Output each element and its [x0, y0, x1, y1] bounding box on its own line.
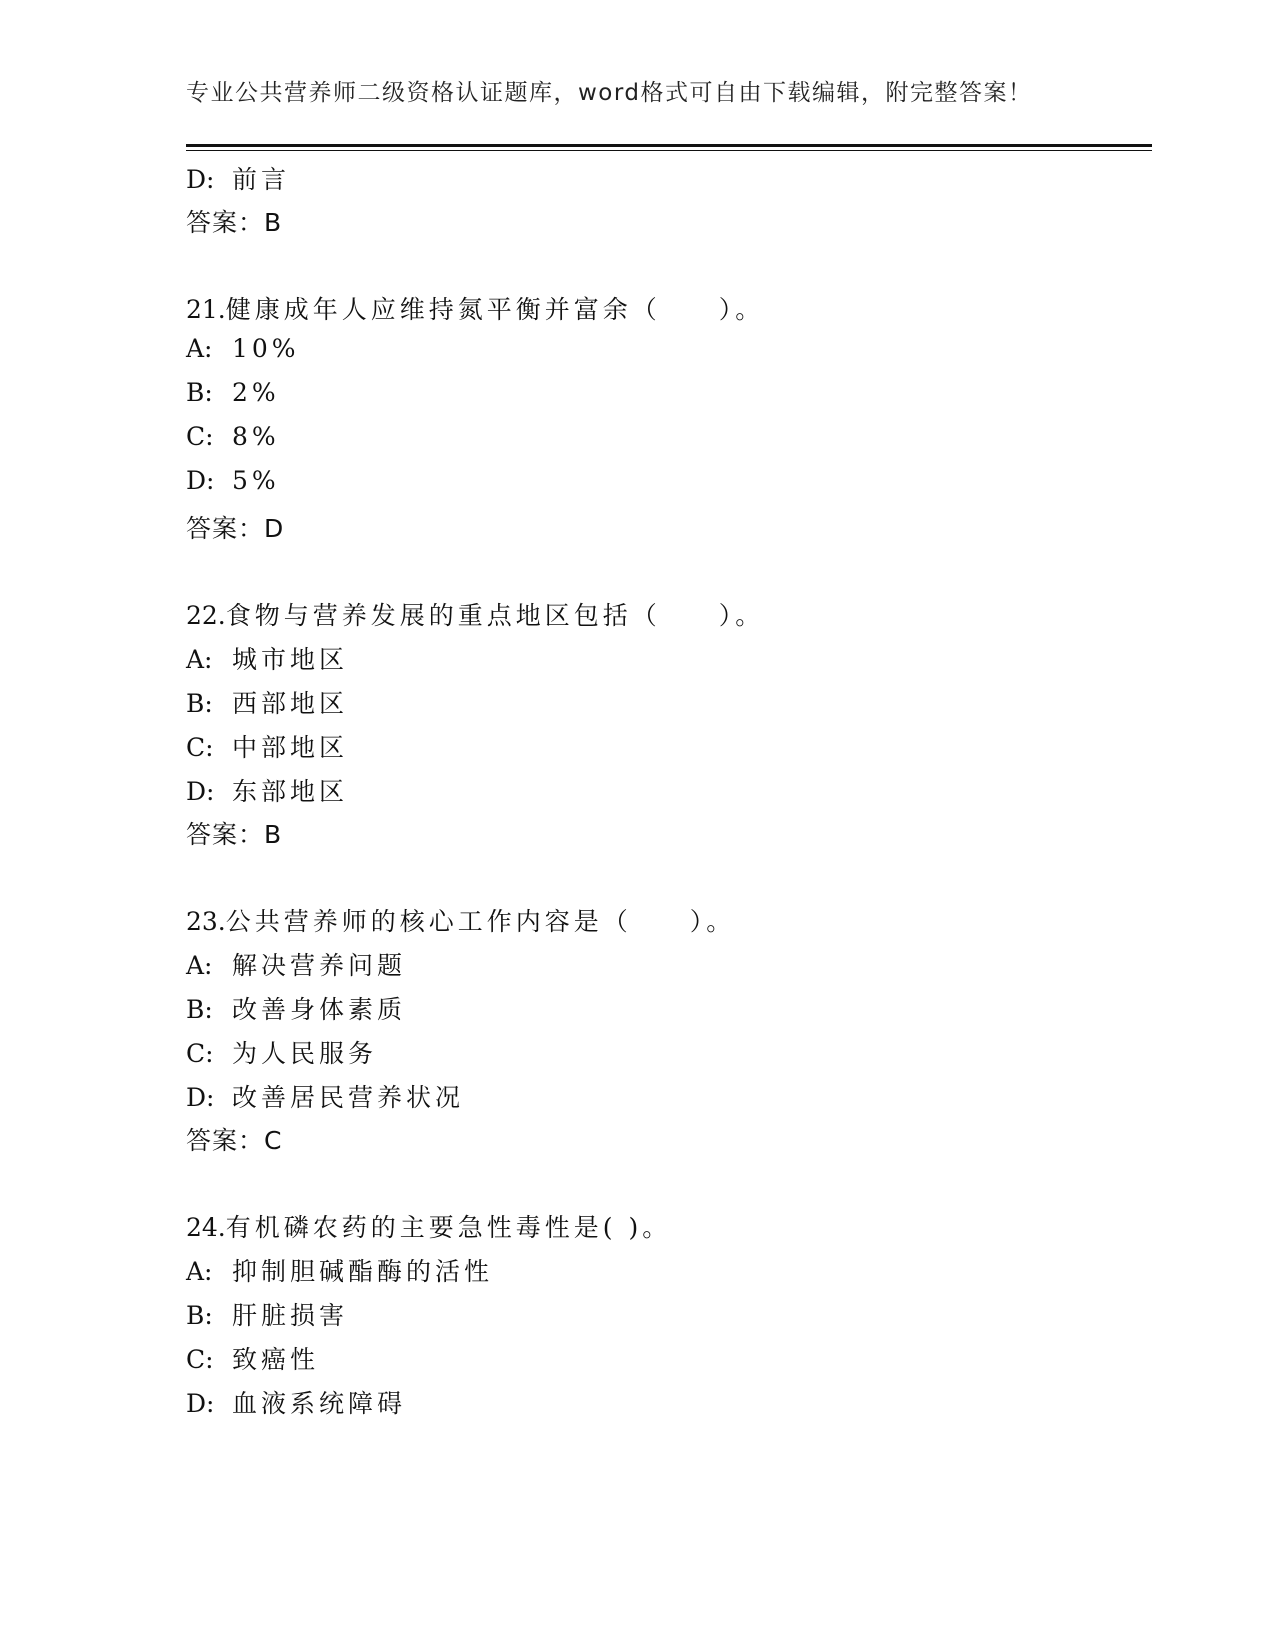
option-label: C:	[186, 1345, 214, 1374]
option-label: D:	[186, 1389, 215, 1418]
option-text: 血液系统障碍	[232, 1389, 407, 1418]
option-text: 8%	[232, 422, 280, 451]
question-23	[186, 902, 735, 938]
q21-answer: 答案：D	[186, 514, 285, 543]
option-text: 前言	[232, 165, 291, 194]
question-24	[186, 1208, 671, 1244]
q24-option-b	[186, 1296, 348, 1332]
q23-option-c	[186, 1034, 377, 1070]
option-text: 2%	[232, 378, 280, 407]
option-label: C:	[186, 1039, 214, 1068]
option-text: 5%	[232, 466, 280, 495]
q23-answer: 答案：C	[186, 1126, 283, 1155]
carryover-option-d	[186, 160, 290, 196]
option-label: B:	[186, 995, 213, 1024]
option-label: B:	[186, 689, 213, 718]
option-label: A:	[186, 645, 213, 674]
option-text: 改善居民营养状况	[232, 1083, 465, 1112]
q21-option-b	[186, 378, 280, 407]
q23-option-d	[186, 1078, 464, 1114]
option-text: 致癌性	[232, 1345, 320, 1374]
option-label: A:	[186, 951, 213, 980]
q22-option-d	[186, 772, 348, 808]
q21-option-d	[186, 466, 280, 495]
option-text: 肝脏损害	[232, 1301, 349, 1330]
question-text: 公共营养师的核心工作内容是（ ）。	[225, 907, 736, 936]
option-text: 西部地区	[232, 689, 349, 718]
question-text: 健康成年人应维持氮平衡并富余（ ）。	[225, 295, 765, 324]
q23-option-a	[186, 946, 406, 982]
option-text: 10%	[232, 334, 300, 363]
q24-option-d	[186, 1384, 406, 1420]
option-label: A:	[186, 334, 213, 363]
option-text: 为人民服务	[232, 1039, 378, 1068]
q22-option-c	[186, 728, 348, 764]
page-header: 专业公共营养师二级资格认证题库，word格式可自由下载编辑，附完整答案！	[186, 80, 1033, 106]
option-text: 解决营养问题	[232, 951, 407, 980]
option-text: 中部地区	[232, 733, 349, 762]
q21-option-c	[186, 422, 280, 451]
q21-option-a	[186, 334, 300, 363]
option-label: A:	[186, 1257, 213, 1286]
q22-option-b	[186, 684, 348, 720]
option-label: D:	[186, 777, 215, 806]
q22-option-a	[186, 640, 348, 676]
question-number: 22.	[186, 601, 226, 630]
q24-option-c	[186, 1340, 319, 1376]
option-label: C:	[186, 733, 214, 762]
option-text: 改善身体素质	[232, 995, 407, 1024]
option-label: D:	[186, 466, 215, 495]
q24-option-a	[186, 1252, 493, 1288]
question-text: 食物与营养发展的重点地区包括（ ）。	[225, 601, 765, 630]
option-text: 抑制胆碱酯酶的活性	[232, 1257, 494, 1286]
option-text: 城市地区	[232, 645, 349, 674]
option-label: D:	[186, 165, 215, 194]
header-rule-thick	[186, 144, 1152, 147]
q23-option-b	[186, 990, 406, 1026]
option-label: B:	[186, 378, 213, 407]
question-number: 23.	[186, 907, 226, 936]
option-label: B:	[186, 1301, 213, 1330]
question-21	[186, 290, 764, 326]
carryover-answer: 答案：B	[186, 208, 283, 237]
option-text: 东部地区	[232, 777, 349, 806]
option-label: C:	[186, 422, 214, 451]
option-label: D:	[186, 1083, 215, 1112]
header-rule-thin	[186, 150, 1152, 151]
question-number: 21.	[186, 295, 226, 324]
question-22	[186, 596, 764, 632]
q22-answer: 答案：B	[186, 820, 283, 849]
question-number: 24.	[186, 1213, 226, 1242]
question-text: 有机磷农药的主要急性毒性是( )。	[225, 1213, 672, 1242]
